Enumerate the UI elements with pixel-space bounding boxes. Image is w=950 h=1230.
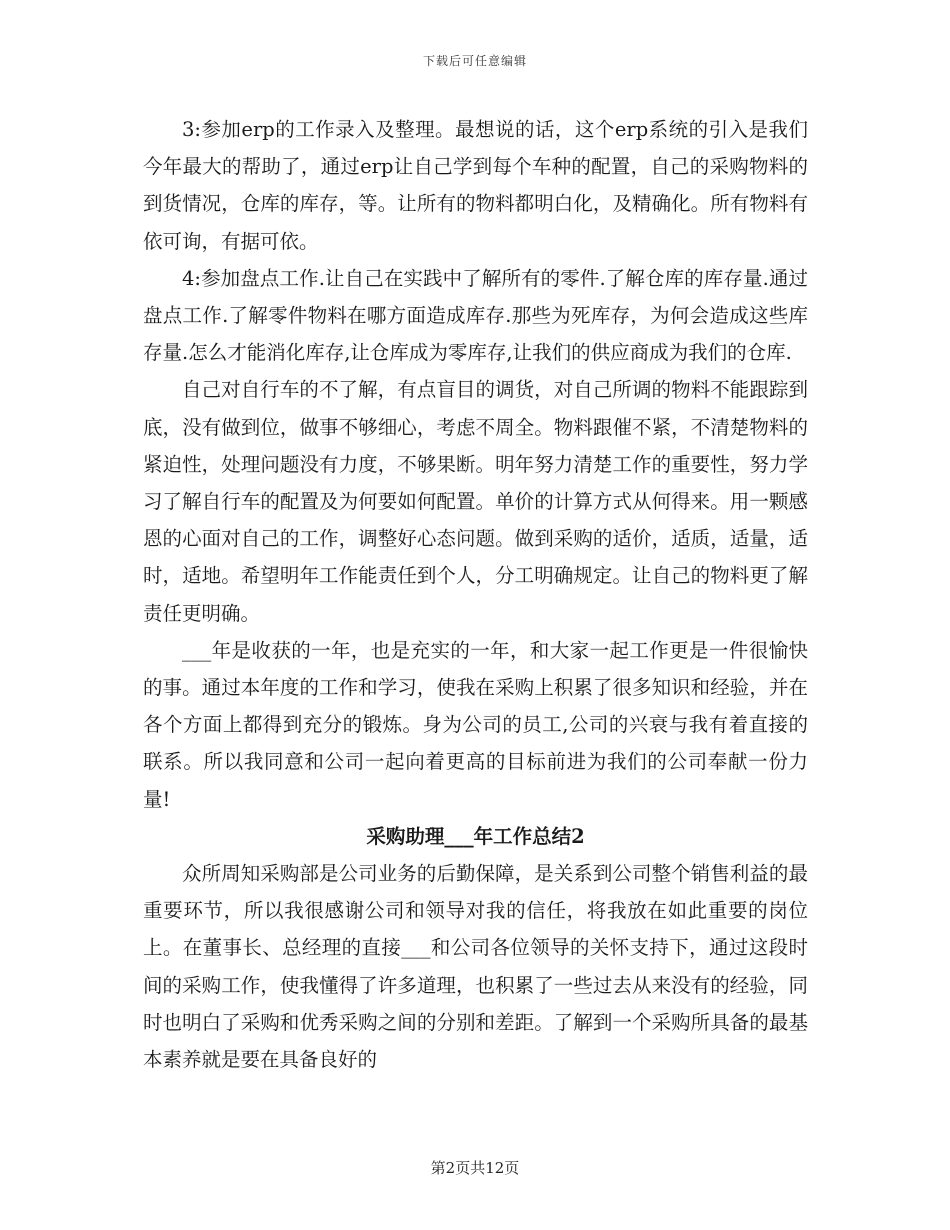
document-body xyxy=(143,111,808,1078)
paragraph-inventory: 4:参加盘点工作.让自己在实践中了解所有的零件.了解仓库的库存量.通过盘点工作.了解零件物料在哪方面造成库存.那些为死库存，为何会造成这些库存量.怎么才能消化库存,让仓库成为零库存,让我们的供应商成为我们的仓库. xyxy=(143,266,808,365)
paragraph-conclusion: ___年是收获的一年，也是充实的一年，和大家一起工作更是一件很愉快的事。通过本年度的工作和学习，使我在采购上积累了很多知识和经验，并在各个方面上都得到充分的锻炼。身为公司的员工,公司的兴衰与我有着直接的联系。所以我同意和公司一起向着更高的目标前进为我们的公司奉献一份力量! xyxy=(143,638,808,811)
page-footer: 第2页共12页 xyxy=(430,1159,520,1177)
paragraph-self-review: 自己对自行车的不了解，有点盲目的调货，对自己所调的物料不能跟踪到底，没有做到位，做事不够细心，考虑不周全。物料跟催不紧，不清楚物料的紧迫性，处理问题没有力度，不够果断。明年努力清楚工作的重要性，努力学习了解自行车的配置及为何要如何配置。单价的计算方式从何得来。用一颗感恩的心面对自己的工作，调整好心态问题。做到采购的适价，适质，适量，适时，适地。希望明年工作能责任到个人，分工明确规定。让自己的物料更了解责任更明确。 xyxy=(143,378,808,625)
paragraph-section-2-intro: 众所周知采购部是公司业务的后勤保障，是关系到公司整个销售利益的最重要环节，所以我很感谢公司和领导对我的信任，将我放在如此重要的岗位上。在董事长、总经理的直接___和公司各位领导的关怀支持下，通过这段时间的采购工作，使我懂得了许多道理，也积累了一些过去从来没有的经验，同时也明白了采购和优秀采购之间的分别和差距。了解到一个采购所具备的最基本素养就是要在具备良好的 xyxy=(143,862,808,1072)
section-title: 采购助理___年工作总结2 xyxy=(366,824,585,848)
paragraph-erp: 3:参加erp的工作录入及整理。最想说的话，这个erp系统的引入是我们今年最大的帮助了，通过erp让自己学到每个车种的配置，自己的采购物料的到货情况，仓库的库存，等。让所有的物料都明白化，及精确化。所有物料有依可询，有据可依。 xyxy=(143,118,808,253)
page-header: 下载后可任意编辑 xyxy=(422,54,527,68)
